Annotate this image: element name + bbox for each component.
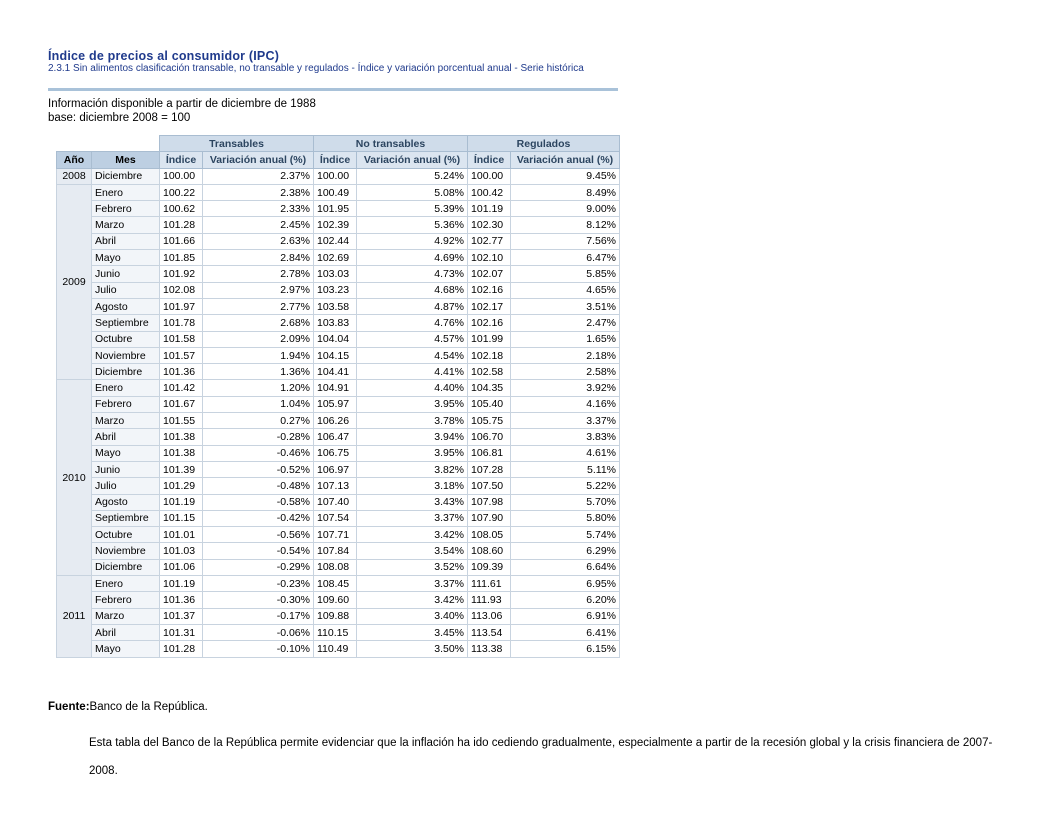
source-text: Banco de la República. bbox=[89, 701, 208, 713]
cell-transables-variation: 2.68% bbox=[203, 315, 314, 331]
table-row bbox=[57, 478, 620, 494]
cell-transables-variation: 2.63% bbox=[203, 233, 314, 249]
cell-transables-index: 101.01 bbox=[160, 527, 203, 543]
cell-transables-variation: -0.23% bbox=[203, 576, 314, 592]
cell-year: 2010 bbox=[57, 380, 92, 576]
cell-no-transables-variation: 3.37% bbox=[357, 510, 468, 526]
cell-transables-index: 101.38 bbox=[160, 429, 203, 445]
table-row bbox=[57, 217, 620, 233]
table-row bbox=[57, 184, 620, 200]
cell-regulados-variation: 6.41% bbox=[511, 624, 620, 640]
cell-year: 2011 bbox=[57, 576, 92, 657]
cell-transables-variation: -0.30% bbox=[203, 592, 314, 608]
cell-regulados-variation: 5.80% bbox=[511, 510, 620, 526]
source-line bbox=[48, 701, 208, 713]
cell-regulados-variation: 2.18% bbox=[511, 347, 620, 363]
cell-transables-variation: -0.17% bbox=[203, 608, 314, 624]
cell-transables-variation: -0.54% bbox=[203, 543, 314, 559]
cell-month: Febrero bbox=[92, 396, 160, 412]
cell-transables-index: 101.19 bbox=[160, 494, 203, 510]
cell-no-transables-index: 102.39 bbox=[314, 217, 357, 233]
cell-transables-index: 100.22 bbox=[160, 184, 203, 200]
cell-regulados-index: 102.17 bbox=[468, 298, 511, 314]
cell-regulados-variation: 6.47% bbox=[511, 250, 620, 266]
table-row bbox=[57, 298, 620, 314]
cell-regulados-variation: 8.12% bbox=[511, 217, 620, 233]
cell-transables-index: 101.42 bbox=[160, 380, 203, 396]
cell-transables-index: 101.28 bbox=[160, 217, 203, 233]
table-row bbox=[57, 331, 620, 347]
cell-month: Diciembre bbox=[92, 559, 160, 575]
cell-month: Febrero bbox=[92, 201, 160, 217]
cell-no-transables-index: 100.49 bbox=[314, 184, 357, 200]
cell-transables-index: 101.03 bbox=[160, 543, 203, 559]
table-row bbox=[57, 510, 620, 526]
cell-no-transables-variation: 3.95% bbox=[357, 396, 468, 412]
cell-regulados-variation: 3.51% bbox=[511, 298, 620, 314]
cell-regulados-variation: 6.91% bbox=[511, 608, 620, 624]
cell-no-transables-variation: 4.73% bbox=[357, 266, 468, 282]
cell-regulados-variation: 4.65% bbox=[511, 282, 620, 298]
description-paragraph: Esta tabla del Banco de la República permite evidenciar que la inflación ha ido cediendo gradualmente, especialmente a partir de la recesión global y la crisis financiera de 2007-2008. bbox=[89, 737, 993, 777]
cell-month: Octubre bbox=[92, 527, 160, 543]
cell-month: Abril bbox=[92, 624, 160, 640]
cell-no-transables-variation: 5.24% bbox=[357, 168, 468, 184]
cell-transables-variation: 1.04% bbox=[203, 396, 314, 412]
cell-regulados-index: 102.07 bbox=[468, 266, 511, 282]
cell-transables-index: 101.58 bbox=[160, 331, 203, 347]
cell-no-transables-index: 107.40 bbox=[314, 494, 357, 510]
cell-no-transables-index: 104.41 bbox=[314, 364, 357, 380]
table-row bbox=[57, 592, 620, 608]
cell-regulados-variation: 3.92% bbox=[511, 380, 620, 396]
cell-regulados-index: 102.30 bbox=[468, 217, 511, 233]
cell-regulados-variation: 6.95% bbox=[511, 576, 620, 592]
cell-no-transables-variation: 3.82% bbox=[357, 461, 468, 477]
cell-transables-index: 101.15 bbox=[160, 510, 203, 526]
cell-regulados-index: 113.54 bbox=[468, 624, 511, 640]
cell-no-transables-index: 106.97 bbox=[314, 461, 357, 477]
info-availability: Información disponible a partir de diciembre de 1988 bbox=[48, 98, 316, 110]
cell-no-transables-variation: 3.18% bbox=[357, 478, 468, 494]
cell-regulados-index: 104.35 bbox=[468, 380, 511, 396]
column-header-index: Índice bbox=[314, 152, 357, 168]
cell-regulados-variation: 9.45% bbox=[511, 168, 620, 184]
cell-month: Agosto bbox=[92, 494, 160, 510]
table-row bbox=[57, 494, 620, 510]
cell-no-transables-variation: 4.40% bbox=[357, 380, 468, 396]
cell-transables-variation: 2.77% bbox=[203, 298, 314, 314]
column-header-variation: Variación anual (%) bbox=[203, 152, 314, 168]
cell-regulados-index: 107.50 bbox=[468, 478, 511, 494]
cell-regulados-index: 101.99 bbox=[468, 331, 511, 347]
page-subtitle: 2.3.1 Sin alimentos clasificación transable, no transable y regulados - Índice y variación porcentual anual - Serie histórica bbox=[48, 63, 584, 74]
cell-no-transables-index: 104.04 bbox=[314, 331, 357, 347]
cell-no-transables-variation: 4.68% bbox=[357, 282, 468, 298]
cell-month: Marzo bbox=[92, 608, 160, 624]
cell-month: Abril bbox=[92, 429, 160, 445]
cell-transables-variation: 2.78% bbox=[203, 266, 314, 282]
cell-transables-variation: -0.29% bbox=[203, 559, 314, 575]
cell-transables-variation: 2.38% bbox=[203, 184, 314, 200]
cell-no-transables-index: 106.75 bbox=[314, 445, 357, 461]
cell-transables-index: 101.55 bbox=[160, 413, 203, 429]
cell-month: Julio bbox=[92, 478, 160, 494]
cell-transables-variation: -0.46% bbox=[203, 445, 314, 461]
cell-no-transables-variation: 4.54% bbox=[357, 347, 468, 363]
cell-transables-variation: -0.56% bbox=[203, 527, 314, 543]
cell-transables-index: 101.29 bbox=[160, 478, 203, 494]
cell-regulados-index: 108.60 bbox=[468, 543, 511, 559]
ipc-table bbox=[56, 135, 620, 658]
cell-regulados-variation: 3.83% bbox=[511, 429, 620, 445]
group-header-transables: Transables bbox=[160, 136, 314, 152]
table-row bbox=[57, 608, 620, 624]
cell-transables-variation: 1.20% bbox=[203, 380, 314, 396]
cell-transables-variation: 0.27% bbox=[203, 413, 314, 429]
table-row bbox=[57, 559, 620, 575]
cell-transables-variation: -0.48% bbox=[203, 478, 314, 494]
table-row bbox=[57, 624, 620, 640]
cell-transables-index: 101.28 bbox=[160, 641, 203, 657]
cell-regulados-variation: 1.65% bbox=[511, 331, 620, 347]
cell-no-transables-variation: 4.57% bbox=[357, 331, 468, 347]
cell-transables-index: 101.19 bbox=[160, 576, 203, 592]
group-header-no-transables: No transables bbox=[314, 136, 468, 152]
cell-no-transables-index: 101.95 bbox=[314, 201, 357, 217]
cell-regulados-variation: 9.00% bbox=[511, 201, 620, 217]
cell-transables-variation: -0.28% bbox=[203, 429, 314, 445]
cell-regulados-variation: 6.20% bbox=[511, 592, 620, 608]
cell-no-transables-variation: 4.69% bbox=[357, 250, 468, 266]
cell-regulados-index: 111.61 bbox=[468, 576, 511, 592]
cell-no-transables-index: 107.84 bbox=[314, 543, 357, 559]
cell-month: Junio bbox=[92, 461, 160, 477]
page-title: Índice de precios al consumidor (IPC) bbox=[48, 49, 280, 63]
cell-regulados-variation: 6.64% bbox=[511, 559, 620, 575]
cell-no-transables-index: 105.97 bbox=[314, 396, 357, 412]
table-row bbox=[57, 461, 620, 477]
cell-no-transables-index: 104.91 bbox=[314, 380, 357, 396]
cell-transables-index: 101.36 bbox=[160, 592, 203, 608]
cell-transables-variation: 1.36% bbox=[203, 364, 314, 380]
cell-transables-variation: 2.37% bbox=[203, 168, 314, 184]
cell-no-transables-index: 109.88 bbox=[314, 608, 357, 624]
cell-month: Septiembre bbox=[92, 315, 160, 331]
column-header-index: Índice bbox=[468, 152, 511, 168]
cell-year: 2009 bbox=[57, 184, 92, 380]
cell-month: Diciembre bbox=[92, 364, 160, 380]
cell-no-transables-index: 109.60 bbox=[314, 592, 357, 608]
cell-regulados-variation: 2.47% bbox=[511, 315, 620, 331]
cell-transables-index: 101.78 bbox=[160, 315, 203, 331]
cell-no-transables-variation: 5.36% bbox=[357, 217, 468, 233]
cell-regulados-index: 106.81 bbox=[468, 445, 511, 461]
cell-transables-index: 101.67 bbox=[160, 396, 203, 412]
cell-no-transables-variation: 3.78% bbox=[357, 413, 468, 429]
column-header-year: Año bbox=[57, 152, 92, 168]
table-row bbox=[57, 233, 620, 249]
cell-regulados-index: 102.77 bbox=[468, 233, 511, 249]
table-row bbox=[57, 527, 620, 543]
table-group-header-row bbox=[57, 136, 620, 152]
cell-transables-index: 101.57 bbox=[160, 347, 203, 363]
table-row bbox=[57, 364, 620, 380]
cell-regulados-variation: 4.61% bbox=[511, 445, 620, 461]
cell-no-transables-variation: 4.92% bbox=[357, 233, 468, 249]
cell-transables-index: 101.37 bbox=[160, 608, 203, 624]
cell-month: Octubre bbox=[92, 331, 160, 347]
cell-regulados-variation: 5.22% bbox=[511, 478, 620, 494]
cell-regulados-index: 108.05 bbox=[468, 527, 511, 543]
cell-no-transables-index: 103.58 bbox=[314, 298, 357, 314]
info-base: base: diciembre 2008 = 100 bbox=[48, 112, 191, 124]
cell-regulados-variation: 4.16% bbox=[511, 396, 620, 412]
cell-regulados-variation: 3.37% bbox=[511, 413, 620, 429]
cell-year: 2008 bbox=[57, 168, 92, 184]
cell-regulados-variation: 8.49% bbox=[511, 184, 620, 200]
cell-regulados-index: 102.16 bbox=[468, 315, 511, 331]
cell-month: Septiembre bbox=[92, 510, 160, 526]
cell-no-transables-index: 102.44 bbox=[314, 233, 357, 249]
cell-month: Diciembre bbox=[92, 168, 160, 184]
table-row bbox=[57, 380, 620, 396]
cell-month: Enero bbox=[92, 184, 160, 200]
cell-no-transables-index: 103.23 bbox=[314, 282, 357, 298]
cell-no-transables-variation: 4.76% bbox=[357, 315, 468, 331]
cell-transables-variation: -0.42% bbox=[203, 510, 314, 526]
cell-month: Agosto bbox=[92, 298, 160, 314]
cell-no-transables-index: 104.15 bbox=[314, 347, 357, 363]
cell-no-transables-index: 108.08 bbox=[314, 559, 357, 575]
cell-regulados-index: 102.58 bbox=[468, 364, 511, 380]
cell-regulados-variation: 5.11% bbox=[511, 461, 620, 477]
cell-month: Junio bbox=[92, 266, 160, 282]
cell-transables-variation: 1.94% bbox=[203, 347, 314, 363]
cell-regulados-variation: 7.56% bbox=[511, 233, 620, 249]
cell-no-transables-variation: 5.39% bbox=[357, 201, 468, 217]
table-row bbox=[57, 250, 620, 266]
cell-no-transables-variation: 5.08% bbox=[357, 184, 468, 200]
cell-no-transables-index: 107.71 bbox=[314, 527, 357, 543]
cell-regulados-index: 105.40 bbox=[468, 396, 511, 412]
cell-regulados-index: 106.70 bbox=[468, 429, 511, 445]
table-column-header-row bbox=[57, 152, 620, 168]
cell-transables-variation: 2.97% bbox=[203, 282, 314, 298]
cell-regulados-variation: 5.85% bbox=[511, 266, 620, 282]
table-row bbox=[57, 347, 620, 363]
cell-no-transables-variation: 3.37% bbox=[357, 576, 468, 592]
cell-transables-variation: -0.52% bbox=[203, 461, 314, 477]
table-row bbox=[57, 282, 620, 298]
cell-regulados-index: 100.42 bbox=[468, 184, 511, 200]
cell-regulados-index: 107.98 bbox=[468, 494, 511, 510]
table-row bbox=[57, 543, 620, 559]
cell-transables-index: 101.39 bbox=[160, 461, 203, 477]
cell-transables-variation: -0.10% bbox=[203, 641, 314, 657]
cell-no-transables-index: 110.49 bbox=[314, 641, 357, 657]
cell-regulados-index: 102.16 bbox=[468, 282, 511, 298]
cell-regulados-index: 111.93 bbox=[468, 592, 511, 608]
cell-regulados-index: 101.19 bbox=[468, 201, 511, 217]
cell-transables-index: 101.36 bbox=[160, 364, 203, 380]
cell-no-transables-index: 100.00 bbox=[314, 168, 357, 184]
cell-transables-index: 101.85 bbox=[160, 250, 203, 266]
cell-no-transables-variation: 4.41% bbox=[357, 364, 468, 380]
cell-transables-index: 101.97 bbox=[160, 298, 203, 314]
cell-transables-variation: 2.84% bbox=[203, 250, 314, 266]
cell-regulados-index: 100.00 bbox=[468, 168, 511, 184]
cell-transables-index: 100.62 bbox=[160, 201, 203, 217]
cell-regulados-variation: 6.15% bbox=[511, 641, 620, 657]
cell-no-transables-variation: 3.95% bbox=[357, 445, 468, 461]
cell-month: Noviembre bbox=[92, 543, 160, 559]
cell-transables-variation: -0.06% bbox=[203, 624, 314, 640]
cell-month: Julio bbox=[92, 282, 160, 298]
title-divider bbox=[48, 88, 618, 91]
cell-regulados-index: 113.06 bbox=[468, 608, 511, 624]
cell-no-transables-variation: 3.40% bbox=[357, 608, 468, 624]
cell-month: Enero bbox=[92, 576, 160, 592]
cell-month: Mayo bbox=[92, 641, 160, 657]
cell-no-transables-index: 107.13 bbox=[314, 478, 357, 494]
cell-no-transables-variation: 3.52% bbox=[357, 559, 468, 575]
cell-transables-variation: 2.45% bbox=[203, 217, 314, 233]
cell-no-transables-index: 102.69 bbox=[314, 250, 357, 266]
cell-regulados-variation: 2.58% bbox=[511, 364, 620, 380]
table-row bbox=[57, 266, 620, 282]
column-header-variation: Variación anual (%) bbox=[357, 152, 468, 168]
column-header-variation: Variación anual (%) bbox=[511, 152, 620, 168]
source-label: Fuente: bbox=[48, 701, 90, 713]
cell-regulados-index: 105.75 bbox=[468, 413, 511, 429]
cell-regulados-variation: 6.29% bbox=[511, 543, 620, 559]
cell-month: Abril bbox=[92, 233, 160, 249]
header-blank bbox=[57, 136, 160, 152]
table-row bbox=[57, 201, 620, 217]
table-row bbox=[57, 445, 620, 461]
table-row bbox=[57, 315, 620, 331]
cell-no-transables-variation: 3.45% bbox=[357, 624, 468, 640]
cell-no-transables-index: 106.47 bbox=[314, 429, 357, 445]
column-header-index: Índice bbox=[160, 152, 203, 168]
cell-regulados-variation: 5.74% bbox=[511, 527, 620, 543]
cell-transables-index: 101.92 bbox=[160, 266, 203, 282]
cell-transables-index: 101.66 bbox=[160, 233, 203, 249]
table-row bbox=[57, 168, 620, 184]
cell-regulados-variation: 5.70% bbox=[511, 494, 620, 510]
cell-regulados-index: 113.38 bbox=[468, 641, 511, 657]
cell-regulados-index: 107.90 bbox=[468, 510, 511, 526]
table-row bbox=[57, 413, 620, 429]
cell-transables-variation: 2.09% bbox=[203, 331, 314, 347]
cell-no-transables-index: 103.83 bbox=[314, 315, 357, 331]
cell-month: Febrero bbox=[92, 592, 160, 608]
cell-month: Mayo bbox=[92, 445, 160, 461]
cell-month: Marzo bbox=[92, 413, 160, 429]
cell-transables-index: 100.00 bbox=[160, 168, 203, 184]
cell-no-transables-variation: 3.94% bbox=[357, 429, 468, 445]
cell-transables-index: 102.08 bbox=[160, 282, 203, 298]
cell-transables-index: 101.31 bbox=[160, 624, 203, 640]
cell-regulados-index: 109.39 bbox=[468, 559, 511, 575]
cell-regulados-index: 102.10 bbox=[468, 250, 511, 266]
cell-no-transables-variation: 3.50% bbox=[357, 641, 468, 657]
cell-no-transables-variation: 3.54% bbox=[357, 543, 468, 559]
cell-month: Enero bbox=[92, 380, 160, 396]
cell-no-transables-variation: 4.87% bbox=[357, 298, 468, 314]
cell-no-transables-index: 103.03 bbox=[314, 266, 357, 282]
cell-no-transables-index: 110.15 bbox=[314, 624, 357, 640]
cell-no-transables-index: 107.54 bbox=[314, 510, 357, 526]
table-row bbox=[57, 396, 620, 412]
cell-no-transables-variation: 3.43% bbox=[357, 494, 468, 510]
table-body bbox=[57, 168, 620, 657]
cell-no-transables-variation: 3.42% bbox=[357, 592, 468, 608]
cell-month: Mayo bbox=[92, 250, 160, 266]
cell-month: Noviembre bbox=[92, 347, 160, 363]
cell-transables-variation: 2.33% bbox=[203, 201, 314, 217]
cell-regulados-index: 107.28 bbox=[468, 461, 511, 477]
group-header-regulados: Regulados bbox=[468, 136, 620, 152]
cell-regulados-index: 102.18 bbox=[468, 347, 511, 363]
table-row bbox=[57, 429, 620, 445]
column-header-month: Mes bbox=[92, 152, 160, 168]
cell-transables-variation: -0.58% bbox=[203, 494, 314, 510]
cell-transables-index: 101.38 bbox=[160, 445, 203, 461]
table-row bbox=[57, 641, 620, 657]
cell-transables-index: 101.06 bbox=[160, 559, 203, 575]
table-row bbox=[57, 576, 620, 592]
cell-no-transables-index: 106.26 bbox=[314, 413, 357, 429]
cell-no-transables-index: 108.45 bbox=[314, 576, 357, 592]
cell-no-transables-variation: 3.42% bbox=[357, 527, 468, 543]
cell-month: Marzo bbox=[92, 217, 160, 233]
